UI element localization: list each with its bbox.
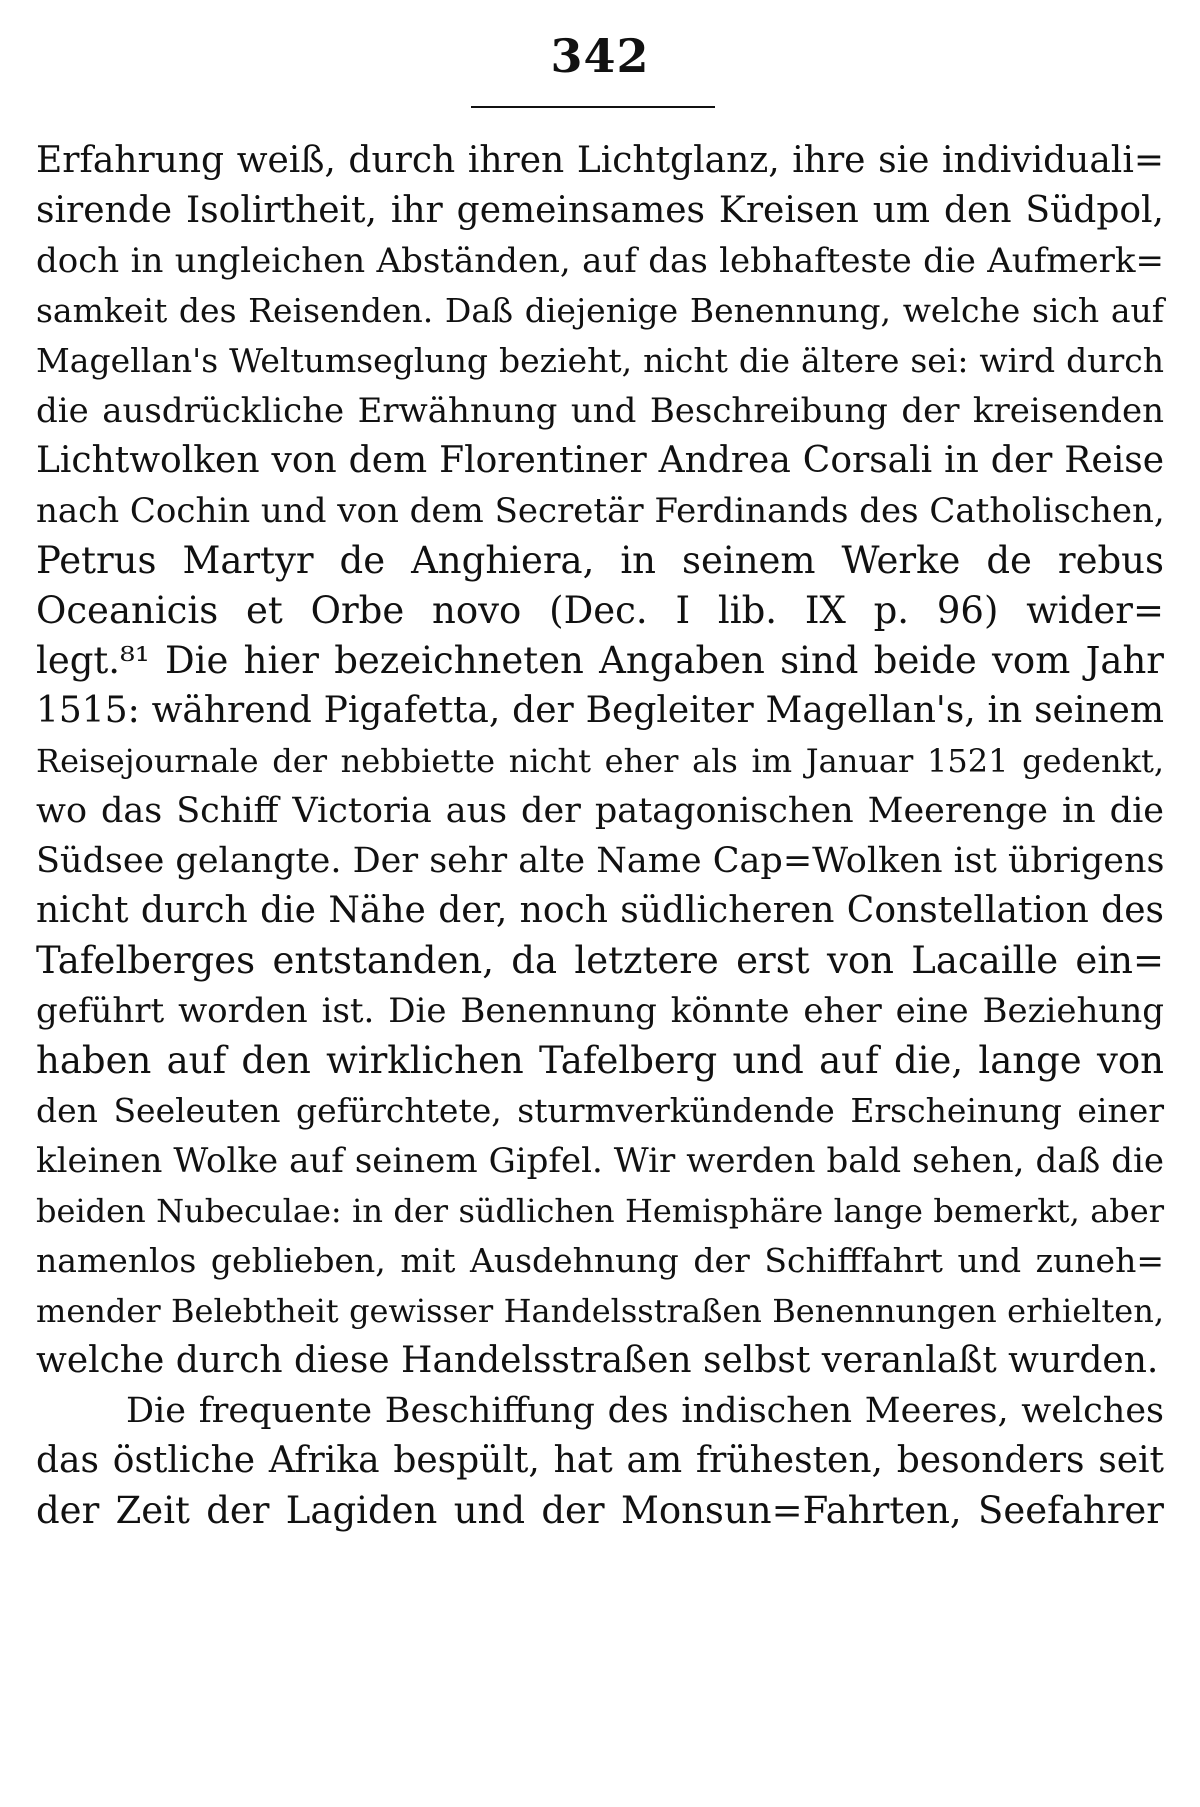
text-line: nicht durch die Nähe der, noch südlicheren Constellation des <box>36 890 1164 931</box>
text-line: Reisejournale der nebbiette nicht eher als im Januar 1521 gedenkt, <box>36 742 1164 780</box>
text-line: doch in ungleichen Abständen, auf das lebhafteste die Aufmerk= <box>36 241 1164 281</box>
page-number: 342 <box>550 29 650 83</box>
text-line: nach Cochin und von dem Secretär Ferdinands des Catholischen, <box>36 491 1165 531</box>
text-line: Die frequente Beschiffung des indischen Meeres, welches <box>126 1391 1164 1431</box>
text-line: 1515: während Pigafetta, der Begleiter Magellan's, in seinem <box>36 690 1164 731</box>
text-line: namenlos geblieben, mit Ausdehnung der Schifffahrt und zuneh= <box>36 1241 1164 1280</box>
text-line: die ausdrückliche Erwähnung und Beschreibung der kreisenden <box>36 391 1164 431</box>
text-line: Lichtwolken von dem Florentiner Andrea Corsali in der Reise <box>36 440 1164 481</box>
text-line: Erfahrung weiß, durch ihren Lichtglanz, ihre sie individuali= <box>36 140 1164 181</box>
text-line: geführt worden ist. Die Benennung könnte eher eine Beziehung <box>36 991 1164 1031</box>
text-line: der Zeit der Lagiden und der Monsun=Fahrten, Seefahrer <box>36 1489 1164 1532</box>
text-line: Magellan's Weltumseglung bezieht, nicht die ältere sei: wird durch <box>36 341 1164 380</box>
text-line: sirende Isolirtheit, ihr gemeinsames Kreisen um den Südpol, <box>36 190 1164 231</box>
text-line: legt.⁸¹ Die hier bezeichneten Angaben sind beide vom Jahr <box>36 639 1164 682</box>
text-line: samkeit des Reisenden. Daß diejenige Benennung, welche sich auf <box>36 291 1164 330</box>
text-line: welche durch diese Handelsstraßen selbst veranlaßt wurden. <box>36 1340 1159 1381</box>
text-line: haben auf den wirklichen Tafelberg und auf die, lange von <box>36 1039 1164 1082</box>
header-rule <box>471 106 715 108</box>
text-line: beiden Nubeculae: in der südlichen Hemisphäre lange bemerkt, aber <box>36 1192 1164 1230</box>
text-line: kleinen Wolke auf seinem Gipfel. Wir werden bald sehen, daß die <box>36 1141 1164 1181</box>
text-line: Oceanicis et Orbe novo (Dec. I lib. IX p. 96) wider= <box>36 589 1164 632</box>
text-line: wo das Schiff Victoria aus der patagonischen Meerenge in die <box>36 791 1164 831</box>
text-line: Tafelberges entstanden, da letztere erst von Lacaille ein= <box>36 939 1164 982</box>
text-line: Südsee gelangte. Der sehr alte Name Cap=Wolken ist übrigens <box>36 841 1165 881</box>
text-line: Petrus Martyr de Anghiera, in seinem Werke de rebus <box>36 539 1164 582</box>
text-line: das östliche Afrika bespült, hat am frühesten, besonders seit <box>36 1440 1164 1481</box>
text-line: mender Belebtheit gewisser Handelsstraßen Benennungen erhielten, <box>36 1292 1164 1330</box>
text-line: den Seeleuten gefürchtete, sturmverkündende Erscheinung einer <box>36 1091 1164 1130</box>
